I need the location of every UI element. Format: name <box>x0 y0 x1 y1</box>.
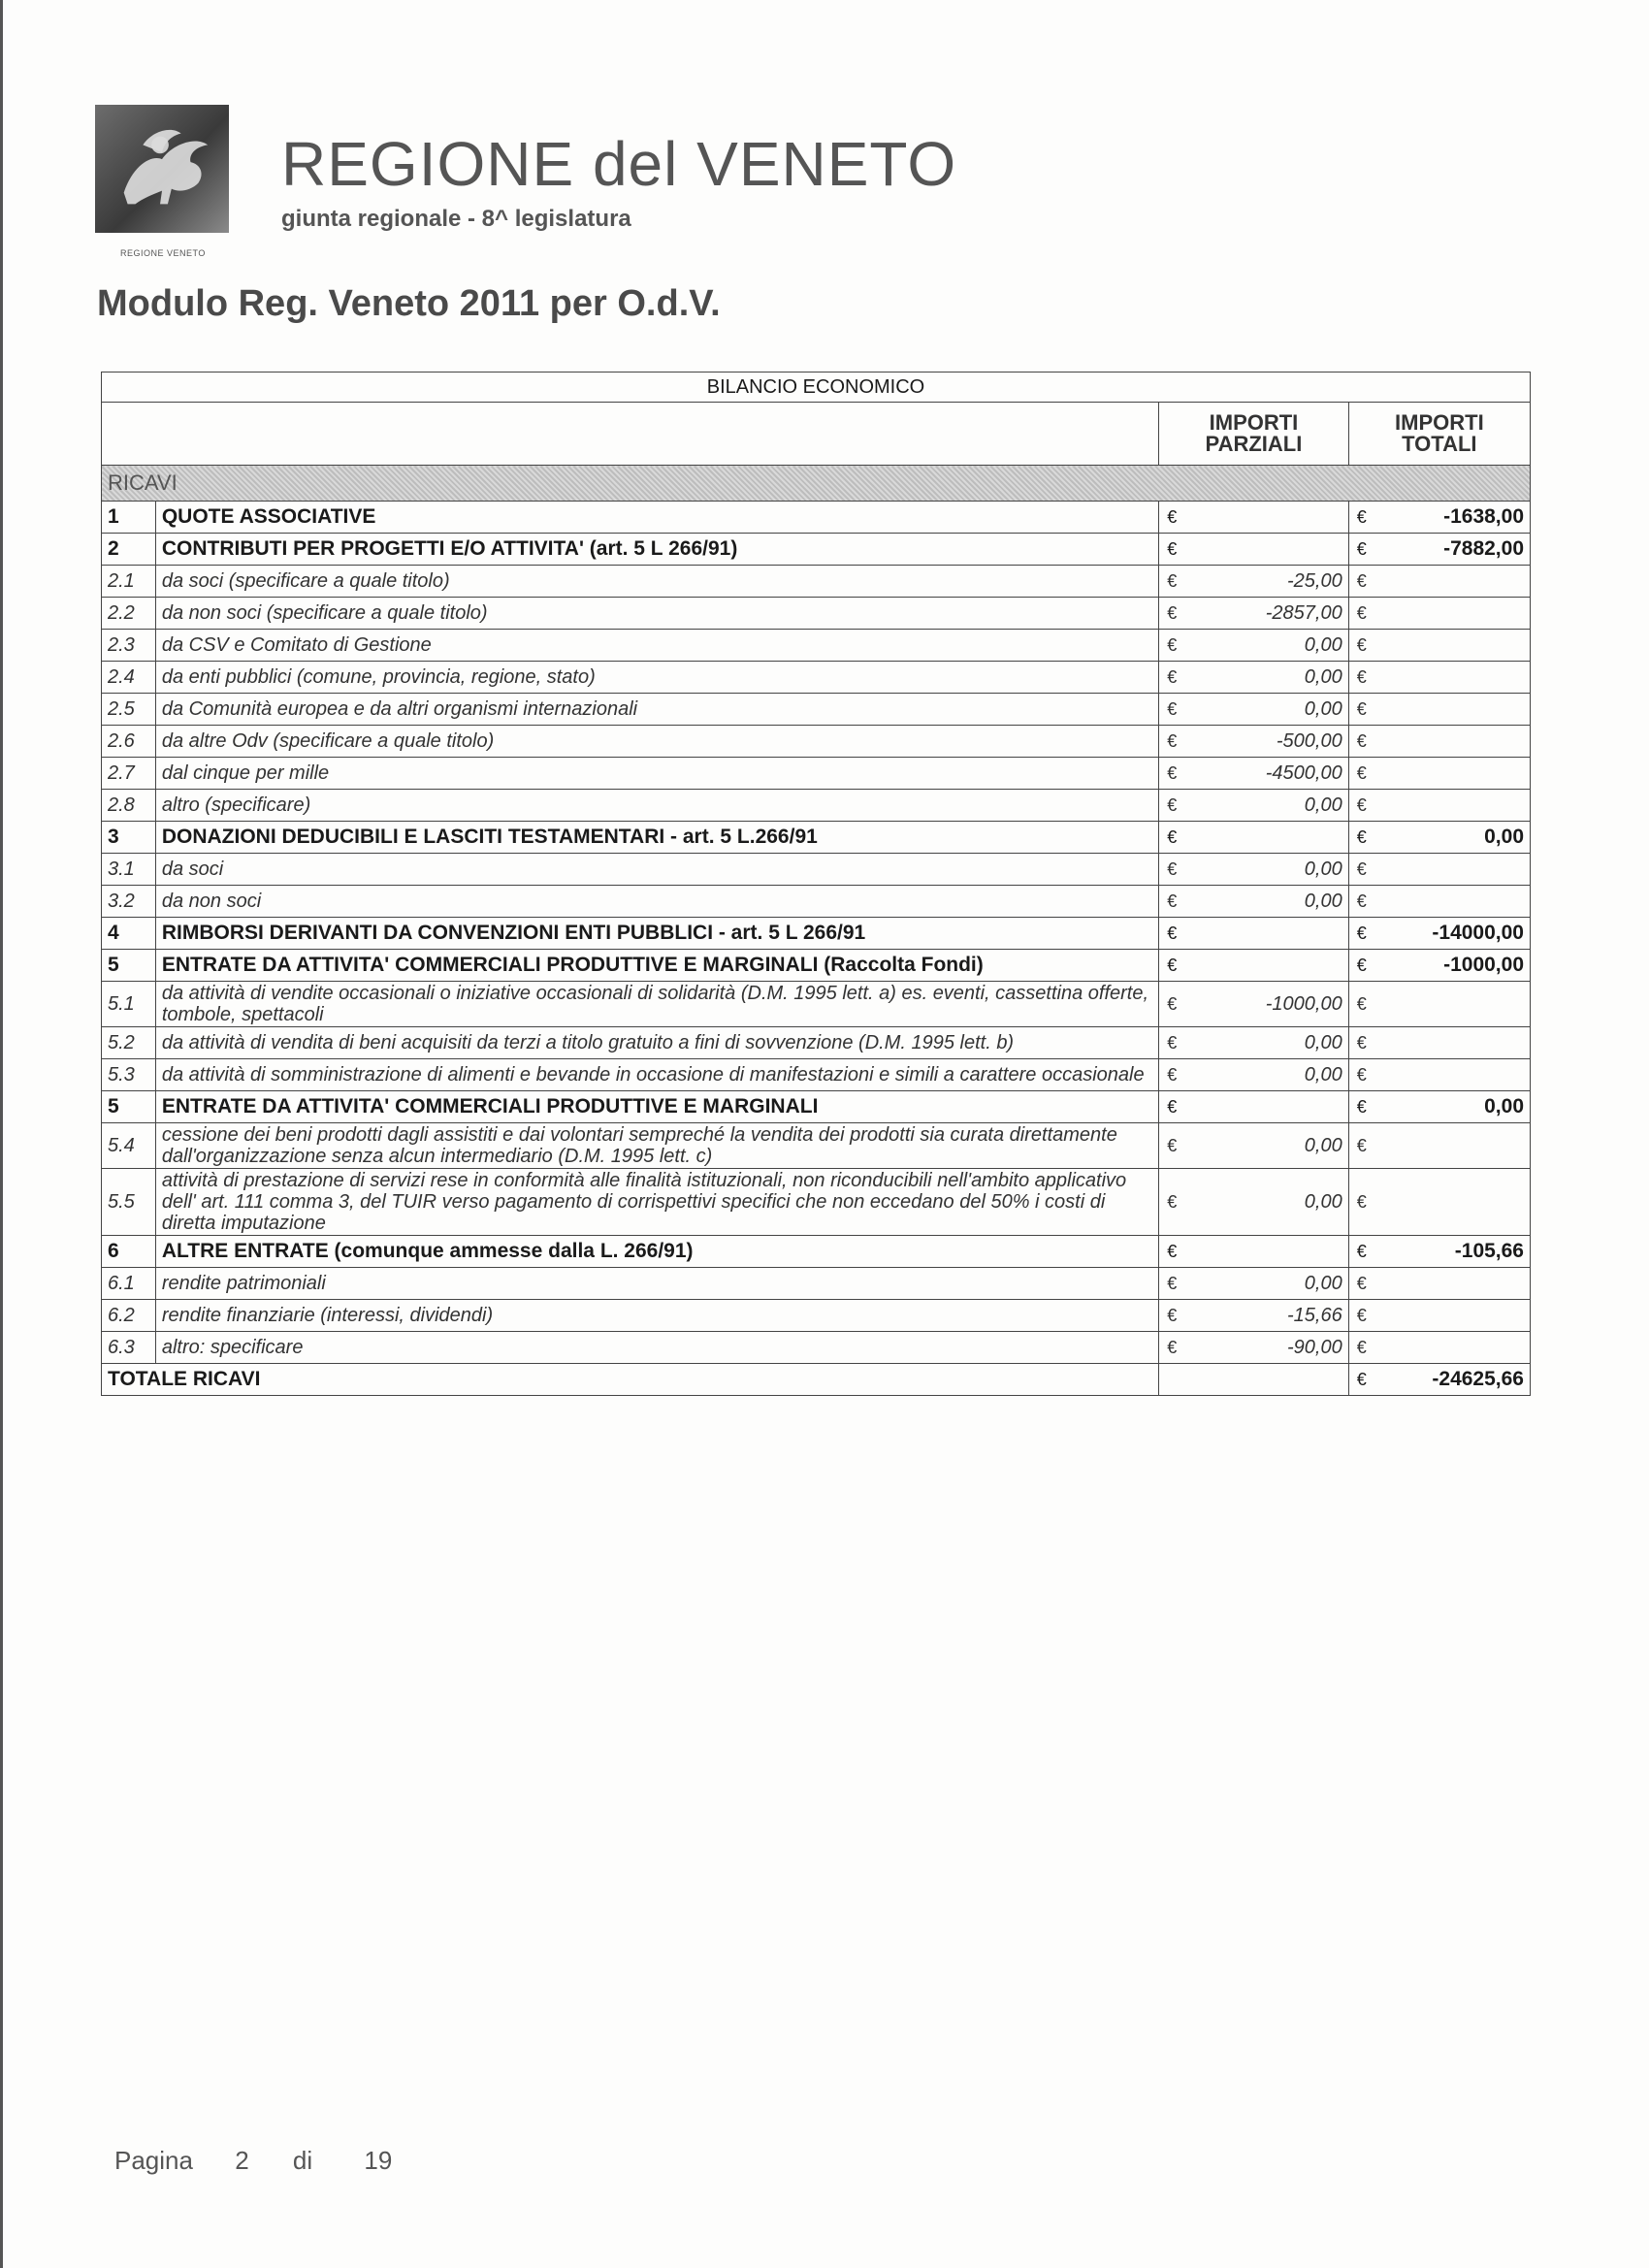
euro-sign: € <box>1167 603 1178 623</box>
header-blank-cell <box>102 403 1159 466</box>
euro-sign: € <box>1167 1033 1178 1053</box>
row-label: rendite finanziarie (interessi, dividendi) <box>155 1300 1158 1332</box>
euro-sign: € <box>1167 571 1178 591</box>
euro-sign: € <box>1356 1065 1367 1085</box>
row-label: da non soci (specificare a quale titolo) <box>155 598 1158 630</box>
amount-totale <box>1348 950 1530 982</box>
amount-totale <box>1348 1332 1530 1364</box>
table-row <box>102 1059 1531 1091</box>
amount-parziale-value: -4500,00 <box>1265 762 1342 784</box>
amount-totale <box>1348 726 1530 758</box>
amount-parziale <box>1159 598 1348 630</box>
table-title: BILANCIO ECONOMICO <box>102 373 1531 403</box>
row-code: 5 <box>102 950 156 982</box>
table-row <box>102 726 1531 758</box>
row-label: da non soci <box>155 886 1158 918</box>
total-row <box>102 1364 1531 1396</box>
row-label: rendite patrimoniali <box>155 1268 1158 1300</box>
amount-totale <box>1348 854 1530 886</box>
page-count: 19 <box>364 2146 393 2175</box>
region-logo <box>95 105 229 233</box>
amount-parziale-value: -500,00 <box>1276 730 1342 752</box>
amount-totale <box>1348 598 1530 630</box>
euro-sign: € <box>1167 994 1178 1014</box>
euro-sign: € <box>1356 1097 1367 1117</box>
table-row <box>102 566 1531 598</box>
euro-sign: € <box>1356 956 1367 975</box>
table-row <box>102 1091 1531 1123</box>
amount-parziale <box>1159 502 1348 534</box>
amount-parziale <box>1159 982 1348 1027</box>
euro-sign: € <box>1356 795 1367 815</box>
scan-edge <box>0 0 3 2268</box>
total-parziale-blank <box>1159 1364 1348 1396</box>
amount-totale <box>1348 1027 1530 1059</box>
amount-totale <box>1348 566 1530 598</box>
row-code: 6.3 <box>102 1332 156 1364</box>
euro-sign: € <box>1167 1274 1178 1293</box>
euro-sign: € <box>1167 1242 1178 1261</box>
row-code: 5 <box>102 1091 156 1123</box>
row-code: 5.5 <box>102 1169 156 1236</box>
row-label: attività di prestazione di servizi rese in conformità alle finalità istituzionali, non riconducibili nell'ambito applicativo dell' art. 111 comma 3, del TUIR verso pagamento di corrispettivi specifici che non eccedano del 50% i costi di diretta imputazione <box>155 1169 1158 1236</box>
euro-sign: € <box>1167 795 1178 815</box>
euro-sign: € <box>1356 635 1367 655</box>
row-label: ENTRATE DA ATTIVITA' COMMERCIALI PRODUTTIVE E MARGINALI <box>155 1091 1158 1123</box>
amount-totale <box>1348 1268 1530 1300</box>
amount-parziale <box>1159 790 1348 822</box>
page-number: 2 <box>235 2146 249 2175</box>
logo-caption: REGIONE VENETO <box>120 248 206 258</box>
amount-parziale <box>1159 822 1348 854</box>
amount-parziale <box>1159 1332 1348 1364</box>
row-label: da soci <box>155 854 1158 886</box>
euro-sign: € <box>1356 539 1367 559</box>
amount-totale-value: -1638,00 <box>1443 505 1524 528</box>
table-row <box>102 758 1531 790</box>
euro-sign: € <box>1167 731 1178 751</box>
euro-sign: € <box>1356 699 1367 719</box>
row-code: 2.3 <box>102 630 156 662</box>
euro-sign: € <box>1356 603 1367 623</box>
row-code: 3 <box>102 822 156 854</box>
amount-totale-value: 0,00 <box>1484 826 1524 848</box>
amount-parziale <box>1159 1300 1348 1332</box>
table-row <box>102 1169 1531 1236</box>
row-label: da altre Odv (specificare a quale titolo) <box>155 726 1158 758</box>
amount-parziale <box>1159 1027 1348 1059</box>
row-code: 2.7 <box>102 758 156 790</box>
table-row <box>102 694 1531 726</box>
euro-sign: € <box>1356 571 1367 591</box>
euro-sign: € <box>1167 1192 1178 1212</box>
euro-sign: € <box>1167 763 1178 783</box>
amount-parziale <box>1159 886 1348 918</box>
amount-totale <box>1348 1169 1530 1236</box>
amount-parziale <box>1159 950 1348 982</box>
amount-totale-value: -7882,00 <box>1443 537 1524 560</box>
amount-parziale-value: 0,00 <box>1304 891 1342 912</box>
euro-sign: € <box>1167 1338 1178 1357</box>
euro-sign: € <box>1356 994 1367 1014</box>
amount-parziale-value: 0,00 <box>1304 1032 1342 1053</box>
table-row <box>102 1332 1531 1364</box>
row-label: ENTRATE DA ATTIVITA' COMMERCIALI PRODUTTIVE E MARGINALI (Raccolta Fondi) <box>155 950 1158 982</box>
amount-totale <box>1348 694 1530 726</box>
amount-totale <box>1348 534 1530 566</box>
bilancio-table <box>101 372 1531 1396</box>
row-code: 3.1 <box>102 854 156 886</box>
amount-parziale-value: 0,00 <box>1304 666 1342 688</box>
of-label: di <box>292 2146 313 2175</box>
euro-sign: € <box>1356 763 1367 783</box>
table-row <box>102 1268 1531 1300</box>
amount-totale <box>1348 886 1530 918</box>
amount-parziale-value: -2857,00 <box>1265 602 1342 624</box>
amount-parziale <box>1159 1268 1348 1300</box>
total-label: TOTALE RICAVI <box>102 1364 1159 1396</box>
euro-sign: € <box>1167 923 1178 943</box>
euro-sign: € <box>1356 1192 1367 1212</box>
row-label: ALTRE ENTRATE (comunque ammesse dalla L. 266/91) <box>155 1236 1158 1268</box>
amount-totale-value: -105,66 <box>1454 1240 1524 1262</box>
row-code: 5.4 <box>102 1123 156 1169</box>
table-row <box>102 1123 1531 1169</box>
page-footer <box>114 2146 392 2176</box>
row-code: 3.2 <box>102 886 156 918</box>
euro-sign: € <box>1356 891 1367 911</box>
table-row <box>102 822 1531 854</box>
row-code: 6.1 <box>102 1268 156 1300</box>
amount-parziale <box>1159 1123 1348 1169</box>
table-row <box>102 630 1531 662</box>
amount-parziale-value: 0,00 <box>1304 698 1342 720</box>
table-row <box>102 950 1531 982</box>
amount-totale-value: 0,00 <box>1484 1095 1524 1118</box>
row-label: da CSV e Comitato di Gestione <box>155 630 1158 662</box>
table-row <box>102 886 1531 918</box>
amount-totale <box>1348 502 1530 534</box>
row-label: altro (specificare) <box>155 790 1158 822</box>
euro-sign: € <box>1356 667 1367 687</box>
table-row <box>102 1236 1531 1268</box>
amount-parziale-value: 0,00 <box>1304 794 1342 816</box>
amount-totale <box>1348 1123 1530 1169</box>
amount-parziale-value: 0,00 <box>1304 1191 1342 1213</box>
row-label: altro: specificare <box>155 1332 1158 1364</box>
amount-totale <box>1348 1236 1530 1268</box>
amount-parziale <box>1159 726 1348 758</box>
amount-totale-value: -14000,00 <box>1432 922 1524 944</box>
euro-sign: € <box>1356 1033 1367 1053</box>
euro-sign: € <box>1356 859 1367 879</box>
amount-parziale-value: 0,00 <box>1304 1273 1342 1294</box>
amount-parziale <box>1159 1091 1348 1123</box>
table-row <box>102 662 1531 694</box>
table-row <box>102 854 1531 886</box>
euro-sign: € <box>1356 1306 1367 1325</box>
amount-parziale <box>1159 1169 1348 1236</box>
amount-parziale-value: -25,00 <box>1286 570 1342 592</box>
row-code: 2 <box>102 534 156 566</box>
amount-parziale-value: 0,00 <box>1304 859 1342 880</box>
table-row <box>102 982 1531 1027</box>
row-code: 1 <box>102 502 156 534</box>
amount-totale <box>1348 918 1530 950</box>
euro-sign: € <box>1356 1242 1367 1261</box>
amount-parziale <box>1159 662 1348 694</box>
euro-sign: € <box>1356 507 1367 527</box>
row-label: CONTRIBUTI PER PROGETTI E/O ATTIVITA' (art. 5 L 266/91) <box>155 534 1158 566</box>
row-code: 4 <box>102 918 156 950</box>
row-label: da attività di vendite occasionali o iniziative occasionali di solidarità (D.M. 1995 lett. a) es. eventi, cassettina offerte, tombole, spettacoli <box>155 982 1158 1027</box>
euro-sign: € <box>1167 1136 1178 1155</box>
euro-sign: € <box>1356 1274 1367 1293</box>
amount-parziale-value: -15,66 <box>1286 1305 1342 1326</box>
table-row <box>102 534 1531 566</box>
euro-sign: € <box>1356 731 1367 751</box>
row-code: 2.6 <box>102 726 156 758</box>
amount-parziale <box>1159 566 1348 598</box>
row-code: 5.3 <box>102 1059 156 1091</box>
euro-sign: € <box>1356 1338 1367 1357</box>
amount-parziale <box>1159 630 1348 662</box>
euro-sign: € <box>1356 923 1367 943</box>
amount-totale <box>1348 758 1530 790</box>
row-code: 2.8 <box>102 790 156 822</box>
euro-sign: € <box>1167 635 1178 655</box>
section-ricavi: RICAVI <box>102 466 1531 502</box>
euro-sign: € <box>1167 956 1178 975</box>
amount-parziale-value: 0,00 <box>1304 634 1342 656</box>
table-row <box>102 790 1531 822</box>
total-amount-value: -24625,66 <box>1432 1368 1524 1390</box>
row-label: da Comunità europea e da altri organismi internazionali <box>155 694 1158 726</box>
amount-parziale <box>1159 534 1348 566</box>
euro-sign: € <box>1167 667 1178 687</box>
amount-parziale <box>1159 918 1348 950</box>
amount-parziale <box>1159 694 1348 726</box>
page-label: Pagina <box>114 2146 193 2175</box>
amount-parziale-value: 0,00 <box>1304 1135 1342 1156</box>
euro-sign: € <box>1356 1136 1367 1155</box>
amount-totale <box>1348 822 1530 854</box>
row-code: 5.2 <box>102 1027 156 1059</box>
amount-totale <box>1348 662 1530 694</box>
table-row <box>102 502 1531 534</box>
row-code: 2.2 <box>102 598 156 630</box>
euro-sign: € <box>1167 1097 1178 1117</box>
amount-totale <box>1348 1300 1530 1332</box>
row-code: 2.5 <box>102 694 156 726</box>
euro-sign: € <box>1167 507 1178 527</box>
amount-parziale-value: 0,00 <box>1304 1064 1342 1085</box>
euro-sign: € <box>1356 1370 1367 1389</box>
row-label: da attività di vendita di beni acquisiti da terzi a titolo gratuito a fini di sovvenzione (D.M. 1995 lett. b) <box>155 1027 1158 1059</box>
region-subtitle: giunta regionale - 8^ legislatura <box>281 206 631 232</box>
row-label: da enti pubblici (comune, provincia, regione, stato) <box>155 662 1158 694</box>
table-row <box>102 1027 1531 1059</box>
row-label: RIMBORSI DERIVANTI DA CONVENZIONI ENTI PUBBLICI - art. 5 L 266/91 <box>155 918 1158 950</box>
table-row <box>102 918 1531 950</box>
euro-sign: € <box>1167 1065 1178 1085</box>
col-header-totali: IMPORTI TOTALI <box>1348 403 1530 466</box>
amount-totale-value: -1000,00 <box>1443 954 1524 976</box>
amount-parziale <box>1159 1059 1348 1091</box>
total-amount <box>1348 1364 1530 1396</box>
euro-sign: € <box>1167 827 1178 847</box>
amount-totale <box>1348 790 1530 822</box>
euro-sign: € <box>1356 827 1367 847</box>
euro-sign: € <box>1167 891 1178 911</box>
amount-totale <box>1348 982 1530 1027</box>
winged-lion-icon <box>105 115 219 222</box>
row-label: DONAZIONI DEDUCIBILI E LASCITI TESTAMENTARI - art. 5 L.266/91 <box>155 822 1158 854</box>
row-label: da attività di somministrazione di alimenti e bevande in occasione di manifestazioni e simili a carattere occasionale <box>155 1059 1158 1091</box>
row-code: 2.4 <box>102 662 156 694</box>
row-label: QUOTE ASSOCIATIVE <box>155 502 1158 534</box>
row-code: 2.1 <box>102 566 156 598</box>
euro-sign: € <box>1167 1306 1178 1325</box>
euro-sign: € <box>1167 539 1178 559</box>
amount-totale <box>1348 1091 1530 1123</box>
form-title: Modulo Reg. Veneto 2011 per O.d.V. <box>97 283 721 324</box>
row-code: 5.1 <box>102 982 156 1027</box>
region-title: REGIONE del VENETO <box>281 129 957 199</box>
amount-parziale <box>1159 1236 1348 1268</box>
amount-totale <box>1348 1059 1530 1091</box>
amount-parziale <box>1159 758 1348 790</box>
table-row <box>102 1300 1531 1332</box>
row-code: 6 <box>102 1236 156 1268</box>
row-label: dal cinque per mille <box>155 758 1158 790</box>
amount-totale <box>1348 630 1530 662</box>
euro-sign: € <box>1167 699 1178 719</box>
row-code: 6.2 <box>102 1300 156 1332</box>
euro-sign: € <box>1167 859 1178 879</box>
row-label: cessione dei beni prodotti dagli assistiti e dai volontari sempreché la vendita dei prodotti sia curata direttamente dall'organizzazione senza alcun intermediario (D.M. 1995 lett. c) <box>155 1123 1158 1169</box>
col-header-parziali: IMPORTI PARZIALI <box>1159 403 1348 466</box>
amount-parziale <box>1159 854 1348 886</box>
amount-parziale-value: -1000,00 <box>1265 993 1342 1015</box>
amount-parziale-value: -90,00 <box>1286 1337 1342 1358</box>
table-row <box>102 598 1531 630</box>
row-label: da soci (specificare a quale titolo) <box>155 566 1158 598</box>
